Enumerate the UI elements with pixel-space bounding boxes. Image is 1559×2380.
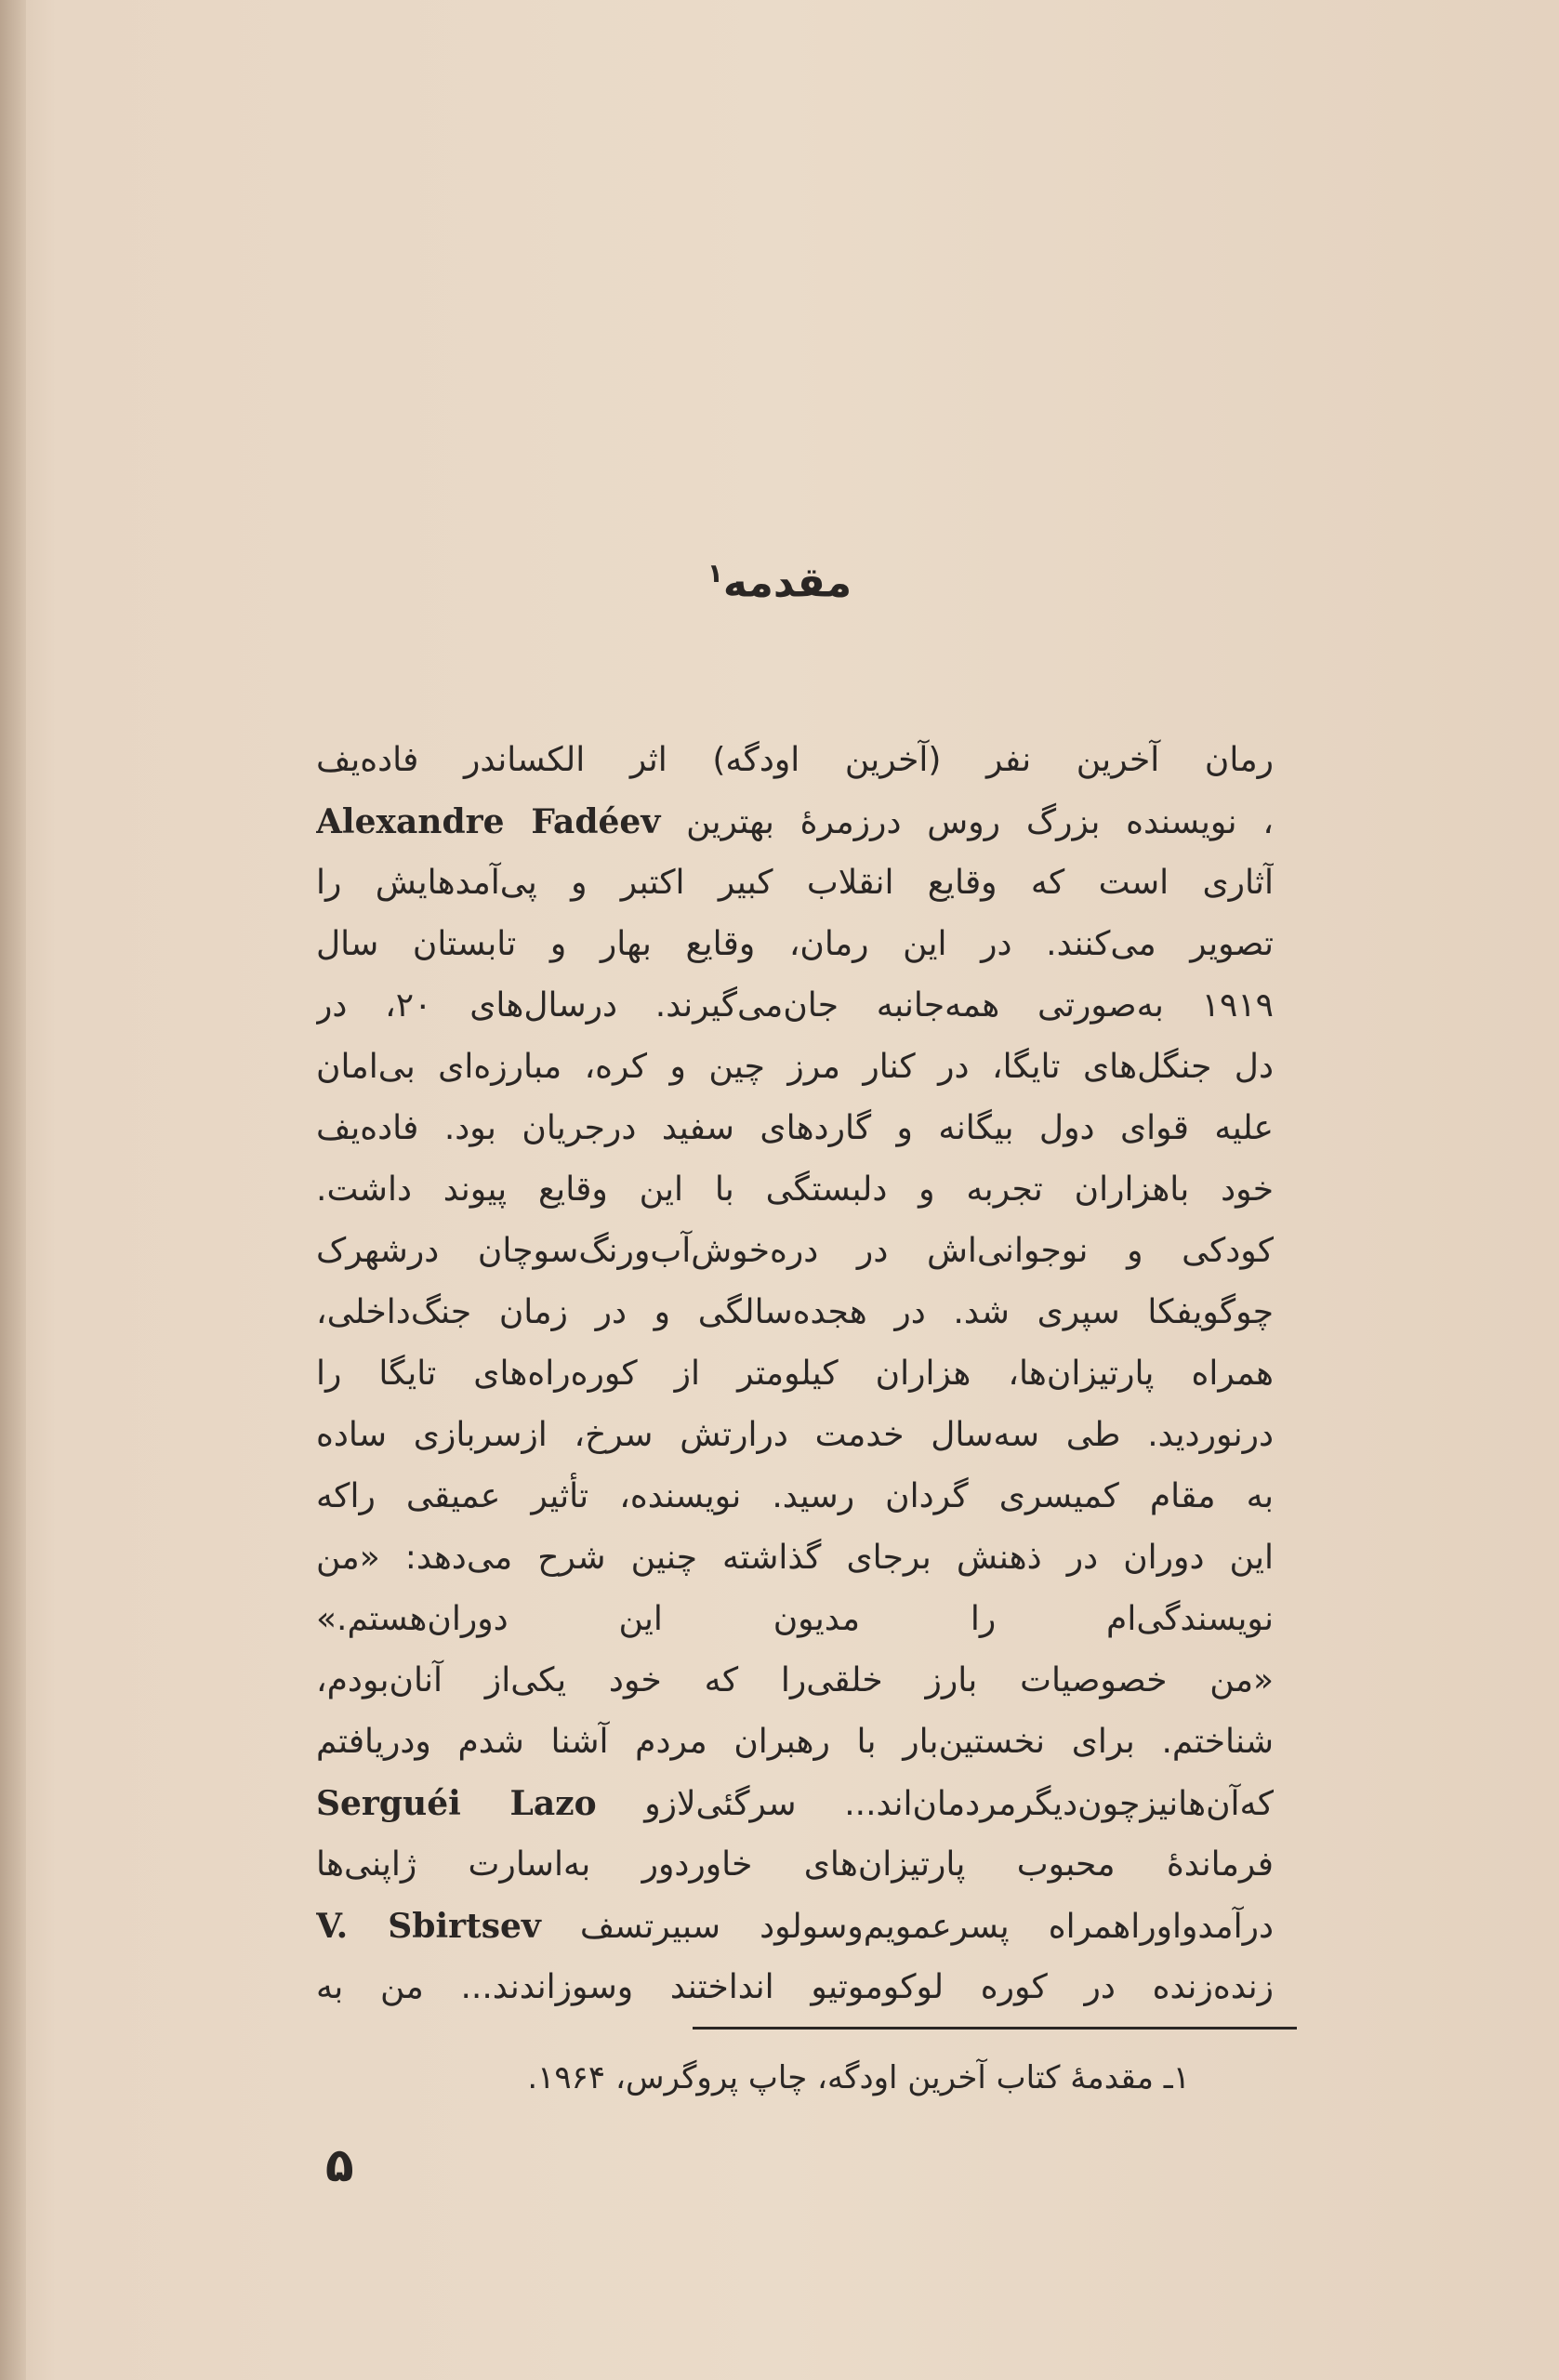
text-line <box>316 1221 1274 1282</box>
text-line-latin-name: Serguéi Lazo <box>316 1784 597 1823</box>
text-line-persian: «من خصوصیات بارز خلقی‌را که خود یکی‌از آنان‌بودم، <box>316 1661 1274 1699</box>
text-line-persian: کودکی و نوجوانی‌اش در دره‌خوش‌آب‌ورنگ‌سوچان درشهرک <box>316 1232 1274 1270</box>
text-line <box>316 1405 1274 1466</box>
text-line <box>316 853 1274 914</box>
body-text <box>316 730 1274 2018</box>
text-line <box>316 1466 1274 1527</box>
text-line <box>316 1834 1274 1896</box>
text-line-latin-name: Alexandre Fadéev <box>316 802 661 841</box>
text-line <box>316 1527 1274 1589</box>
text-line <box>316 914 1274 975</box>
text-line <box>316 1037 1274 1098</box>
text-line-persian: آثاری است که وقایع انقلاب کبیر اکتبر و پی‌آمدهایش را <box>316 864 1274 902</box>
text-line-persian: ، نویسنده بزرگ روس درزمرهٔ بهترین <box>686 803 1274 841</box>
text-line-persian: علیه قوای دول بیگانه و گاردهای سفید درجریان بود. فاده‌یف <box>316 1109 1274 1147</box>
text-line <box>316 1282 1274 1343</box>
text-line <box>316 1098 1274 1159</box>
page-spine-shadow <box>0 0 26 2380</box>
text-line <box>316 791 1274 853</box>
footnote: ۱ـ مقدمهٔ کتاب آخرین اودگه، چاپ پروگرس، ۱۹۶۴. <box>527 2059 1190 2096</box>
text-line <box>316 1650 1274 1712</box>
text-line-persian: درآمدواوراهمراه پسرعمویم‌وسولود سبیرتسف <box>579 1908 1274 1946</box>
text-line-persian: دل جنگل‌های تایگا، در کنار مرز چین و کره، مبارزه‌ای بی‌امان <box>316 1048 1274 1086</box>
text-line-persian: این دوران در ذهنش برجای گذاشته چنین شرح می‌دهد: «من <box>316 1539 1274 1577</box>
text-line <box>316 1712 1274 1773</box>
text-line-latin-name: V. Sbirtsev <box>316 1907 541 1946</box>
text-line <box>316 1159 1274 1221</box>
text-line-persian: فرماندهٔ محبوب پارتیزان‌های خاوردور به‌اسارت ژاپنی‌ها <box>316 1845 1274 1884</box>
text-line-persian: زنده‌زنده در کوره لوکوموتیو انداختند وسوزاندند... من به <box>316 1968 1274 2006</box>
text-line <box>316 1957 1274 2018</box>
text-line <box>316 1589 1274 1650</box>
text-line-persian: شناختم. برای نخستین‌بار با رهبران مردم آشنا شدم ودریافتم <box>316 1723 1274 1761</box>
text-line-persian: ۱۹۱۹ به‌صورتی همه‌جانبه جان‌می‌گیرند. درسال‌های ۲۰، در <box>316 986 1274 1025</box>
text-line-persian: نویسندگی‌ام را مدیون این دوران‌هستم.» <box>316 1600 1274 1638</box>
text-line <box>316 730 1274 791</box>
page-number: ۵ <box>325 2138 354 2192</box>
text-line <box>316 1343 1274 1405</box>
page-title <box>0 558 1559 607</box>
text-line-persian: همراه پارتیزان‌ها، هزاران کیلومتر از کوره‌راه‌های تایگا را <box>316 1355 1274 1393</box>
text-line <box>316 975 1274 1037</box>
text-line-persian: خود باهزاران تجربه و دلبستگی با این وقایع پیوند داشت. <box>316 1170 1274 1209</box>
text-line-persian: چوگویفکا سپری شد. در هجده‌سالگی و در زمان جنگ‌داخلی، <box>316 1293 1274 1331</box>
text-line <box>316 1896 1274 1957</box>
text-line-persian: تصویر می‌کنند. در این رمان، وقایع بهار و تابستان سال <box>316 925 1274 963</box>
footnote-marker: ۱ <box>707 558 723 588</box>
text-line-persian: به مقام کمیسری گردان رسید. نویسنده، تأثیر عمیقی راکه <box>316 1477 1274 1515</box>
text-line-persian: که‌آن‌ها‌نیز‌چون‌دیگر‌مردمان‌اند... سرگئی‌لازو <box>644 1785 1274 1823</box>
text-line <box>316 1773 1274 1834</box>
footnote-divider <box>693 2027 1297 2030</box>
text-line-persian: درنوردید. طی سه‌سال خدمت درارتش سرخ، ازسربازی ساده <box>316 1416 1274 1454</box>
page-title-text: مقدمه <box>722 559 852 607</box>
text-line-persian: رمان آخرین نفر (آخرین اودگه) اثر الکساندر فاده‌یف <box>316 741 1274 779</box>
